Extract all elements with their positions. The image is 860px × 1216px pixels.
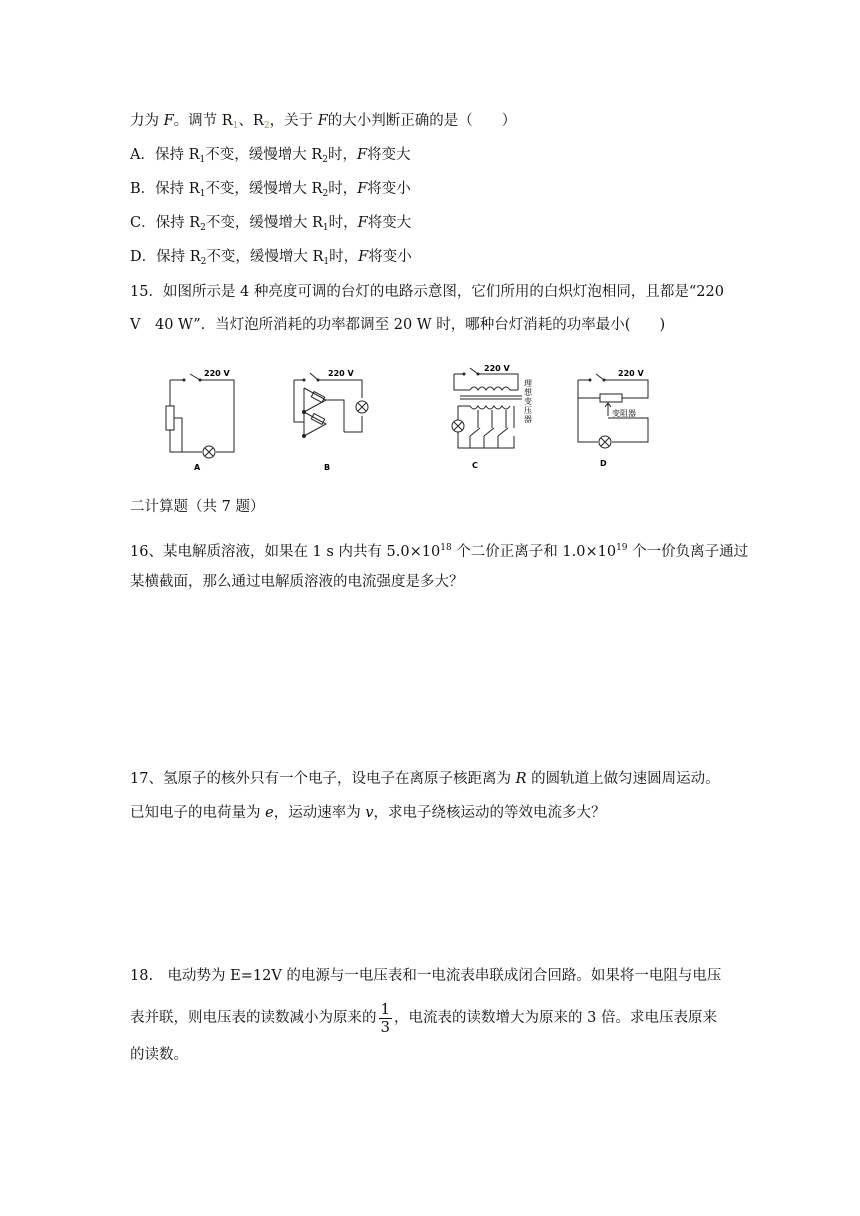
q16-line1: 16、某电解质溶液，如果在 1 s 内共有 $5.0\times 10^{18}$ 个二价正离子和 $1.0\times 10^{19}$ 个一价负离子通过 [130,543,749,560]
voltage-label: 220 V [484,364,510,373]
transformer-char: 理 [524,379,532,388]
q15-line1: 15．如图所示是 4 种亮度可调的台灯的电路示意图，它们所用的白炽灯泡相同，且都是“220 [130,284,724,300]
q18-line2: 表并联，则电压表的读数减小为原来的 $\frac{1}{3}$ ，电流表的读数增大为原来的 3 倍。求电压表原来 [130,999,717,1036]
transformer-char: 压 [524,406,532,415]
transformer-char: 想 [524,388,532,397]
q18-line1: 18. 电动势为 E=12V 的电源与一电压表和一电流表串联成闭合回路。如果将一电阻与电压 [130,968,722,984]
figure-label: C [472,461,478,470]
rheostat-label: 变阻器 [612,409,636,418]
circuit-figure-b [284,360,380,472]
transformer-char: 变 [524,397,532,406]
section-heading: 二计算题（共 7 题） [130,499,265,515]
q18-line3: 的读数。 [130,1047,188,1063]
figure-label: B [324,463,331,472]
option-b: B．保持 $R_1$不变，缓慢增大 $R_2$时，F将变小 [130,181,411,199]
q17-line1: 17、氢原子的核外只有一个电子，设电子在离原子核距离为 R 的圆轨道上做匀速圆周运动。 [130,771,720,787]
circuit-figure-c [440,360,550,472]
figure-label: D [600,459,607,468]
voltage-label: 220 V [618,369,644,378]
q15-line2: V 40 W”．当灯泡所消耗的功率都调至 20 W 时，哪种台灯消耗的功率最小( ) [130,317,666,333]
q16-line2: 某横截面，那么通过电解质溶液的电流强度是多大？ [130,574,464,590]
voltage-label: 220 V [328,369,354,378]
q14-stem: 力为 F。调节 $R_1$、$R_2$，关于 F的大小判断正确的是（ ） [130,113,517,131]
circuit-figure-a [158,360,238,472]
option-a: A．保持 $R_1$不变，缓慢增大 $R_2$时，F将变大 [130,147,411,165]
circuit-figure-d [572,360,656,472]
transformer-char: 器 [524,415,532,424]
voltage-label: 220 V [204,369,230,378]
option-c: C．保持 $R_2$不变，缓慢增大 $R_1$时，F将变大 [130,215,412,233]
q17-line2: 已知电子的电荷量为 e，运动速率为 v，求电子绕核运动的等效电流多大？ [130,805,606,821]
figure-label: A [194,463,201,472]
fraction-one-third: $\frac{1}{3}$ [380,999,391,1036]
option-d: D．保持 $R_2$不变，缓慢增大 $R_1$时，F将变小 [130,249,412,267]
